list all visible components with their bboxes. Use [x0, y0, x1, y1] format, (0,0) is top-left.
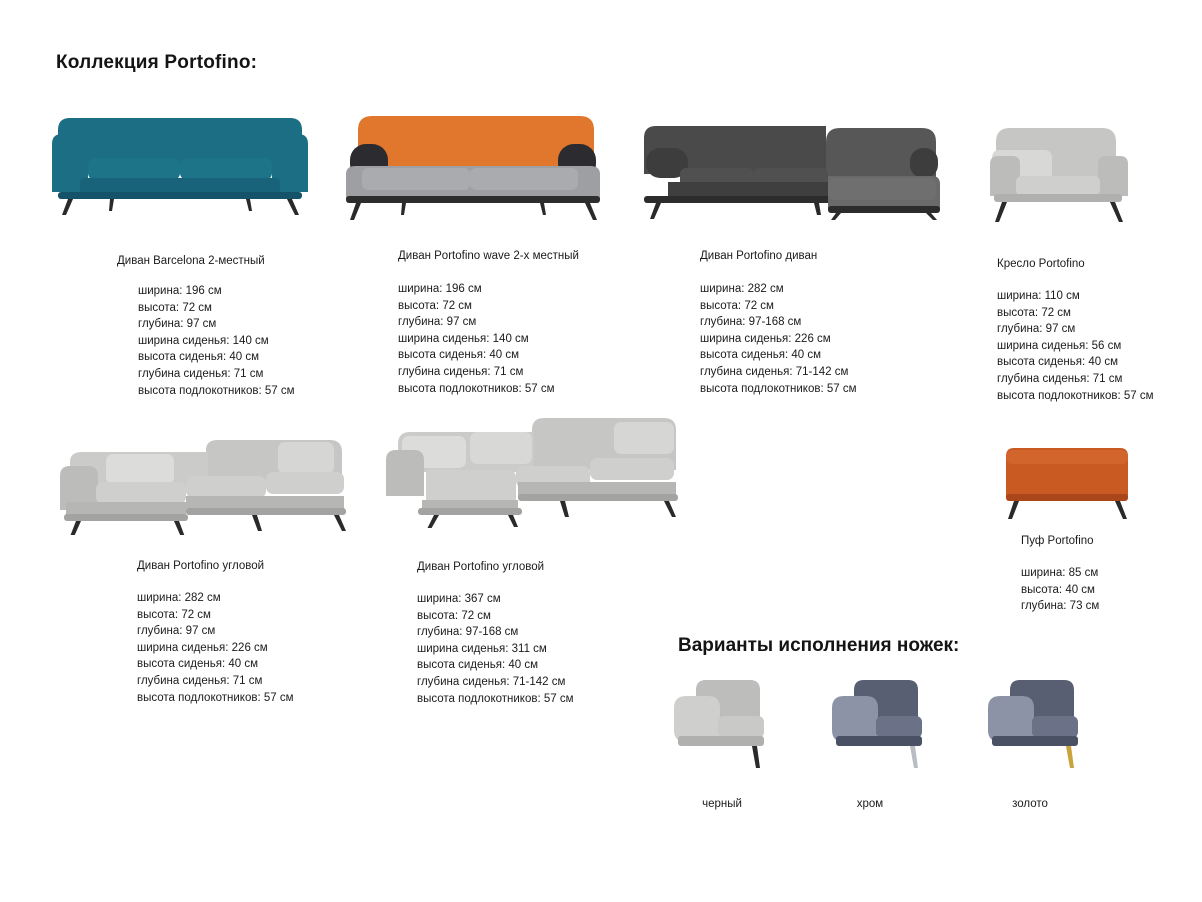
spec-line: высота подлокотников: 57 см	[997, 389, 1154, 402]
product-image-portofino-pouf	[996, 440, 1136, 530]
spec-line: высота подлокотников: 57 см	[398, 382, 555, 395]
spec-line: высота подлокотников: 57 см	[417, 692, 574, 705]
legs-section-title: Варианты исполнения ножек:	[678, 635, 960, 656]
leg-variant-label-chrome: хром	[856, 798, 884, 810]
page-title: Коллекция Portofino:	[56, 52, 258, 73]
leg-variant-image-gold	[982, 668, 1092, 778]
spec-line: высота подлокотников: 57 см	[138, 384, 295, 397]
spec-line: ширина сиденья: 140 см	[398, 332, 529, 345]
product-specs	[398, 281, 555, 397]
spec-line: глубина: 97-168 см	[700, 316, 802, 329]
product-name: Диван Portofino угловой	[417, 561, 545, 573]
spec-line: высота: 72 см	[398, 299, 472, 312]
product-specs	[1021, 565, 1099, 615]
spec-line: ширина сиденья: 311 см	[417, 642, 547, 655]
spec-line: ширина: 196 см	[138, 285, 222, 297]
product-image-portofino-wave-2	[340, 108, 605, 220]
product-name: Пуф Portofino	[1021, 535, 1094, 547]
spec-line: глубина сиденья: 71 см	[997, 372, 1123, 385]
spec-line: ширина: 367 см	[417, 593, 501, 605]
product-specs	[138, 283, 295, 399]
product-name: Кресло Portofino	[997, 258, 1085, 270]
spec-line: высота: 72 см	[997, 306, 1071, 319]
spec-line: высота: 40 см	[1021, 583, 1095, 596]
product-name: Диван Portofino диван	[700, 250, 818, 262]
spec-line: высота: 72 см	[417, 609, 491, 622]
product-specs	[137, 590, 294, 706]
spec-line: глубина сиденья: 71-142 см	[417, 675, 566, 688]
product-image-portofino-sofa	[638, 120, 943, 220]
product-name: Диван Portofino wave 2-х местный	[398, 250, 579, 262]
spec-line: высота: 72 см	[700, 299, 774, 312]
spec-line: ширина сиденья: 226 см	[137, 641, 268, 654]
spec-line: ширина: 282 см	[137, 592, 221, 604]
spec-line: глубина: 97 см	[997, 323, 1076, 336]
spec-line: высота сиденья: 40 см	[700, 349, 822, 362]
spec-line: глубина сиденья: 71 см	[137, 674, 263, 687]
spec-line: высота подлокотников: 57 см	[137, 691, 294, 704]
spec-line: высота: 72 см	[138, 301, 212, 314]
product-image-barcelona-2	[50, 110, 310, 220]
product-image-portofino-corner-367	[382, 408, 700, 528]
leg-variant-image-black	[668, 668, 778, 778]
spec-line: глубина: 97 см	[398, 316, 477, 329]
spec-line: ширина сиденья: 226 см	[700, 332, 831, 345]
spec-line: глубина сиденья: 71 см	[138, 367, 264, 380]
spec-line: глубина: 73 см	[1021, 600, 1100, 613]
product-image-portofino-armchair	[986, 118, 1131, 226]
spec-line: высота сиденья: 40 см	[417, 659, 539, 672]
spec-line: ширина сиденья: 56 см	[997, 339, 1122, 352]
spec-line: глубина сиденья: 71 см	[398, 365, 524, 378]
product-specs	[700, 281, 857, 397]
spec-line: высота сиденья: 40 см	[398, 349, 520, 362]
spec-line: высота сиденья: 40 см	[137, 658, 259, 671]
product-image-portofino-corner-282	[56, 420, 356, 535]
product-specs	[417, 591, 574, 707]
leg-variant-label-black: черный	[702, 798, 742, 810]
spec-line: высота подлокотников: 57 см	[700, 382, 857, 395]
spec-line: ширина: 196 см	[398, 283, 482, 295]
product-name: Диван Barcelona 2-местный	[117, 255, 265, 267]
spec-line: глубина: 97 см	[137, 625, 216, 638]
product-specs	[997, 288, 1154, 404]
leg-variant-label-gold: золото	[1012, 798, 1048, 810]
spec-line: ширина: 282 см	[700, 283, 784, 295]
leg-variant-image-chrome	[826, 668, 936, 778]
spec-line: глубина сиденья: 71-142 см	[700, 365, 849, 378]
spec-line: ширина сиденья: 140 см	[138, 334, 269, 347]
spec-line: ширина: 85 см	[1021, 567, 1099, 579]
spec-line: глубина: 97 см	[138, 318, 217, 331]
product-name: Диван Portofino угловой	[137, 560, 265, 572]
spec-line: высота сиденья: 40 см	[997, 356, 1119, 369]
spec-line: высота сиденья: 40 см	[138, 351, 260, 364]
spec-line: глубина: 97-168 см	[417, 626, 519, 639]
spec-line: ширина: 110 см	[997, 290, 1080, 302]
spec-line: высота: 72 см	[137, 608, 211, 621]
